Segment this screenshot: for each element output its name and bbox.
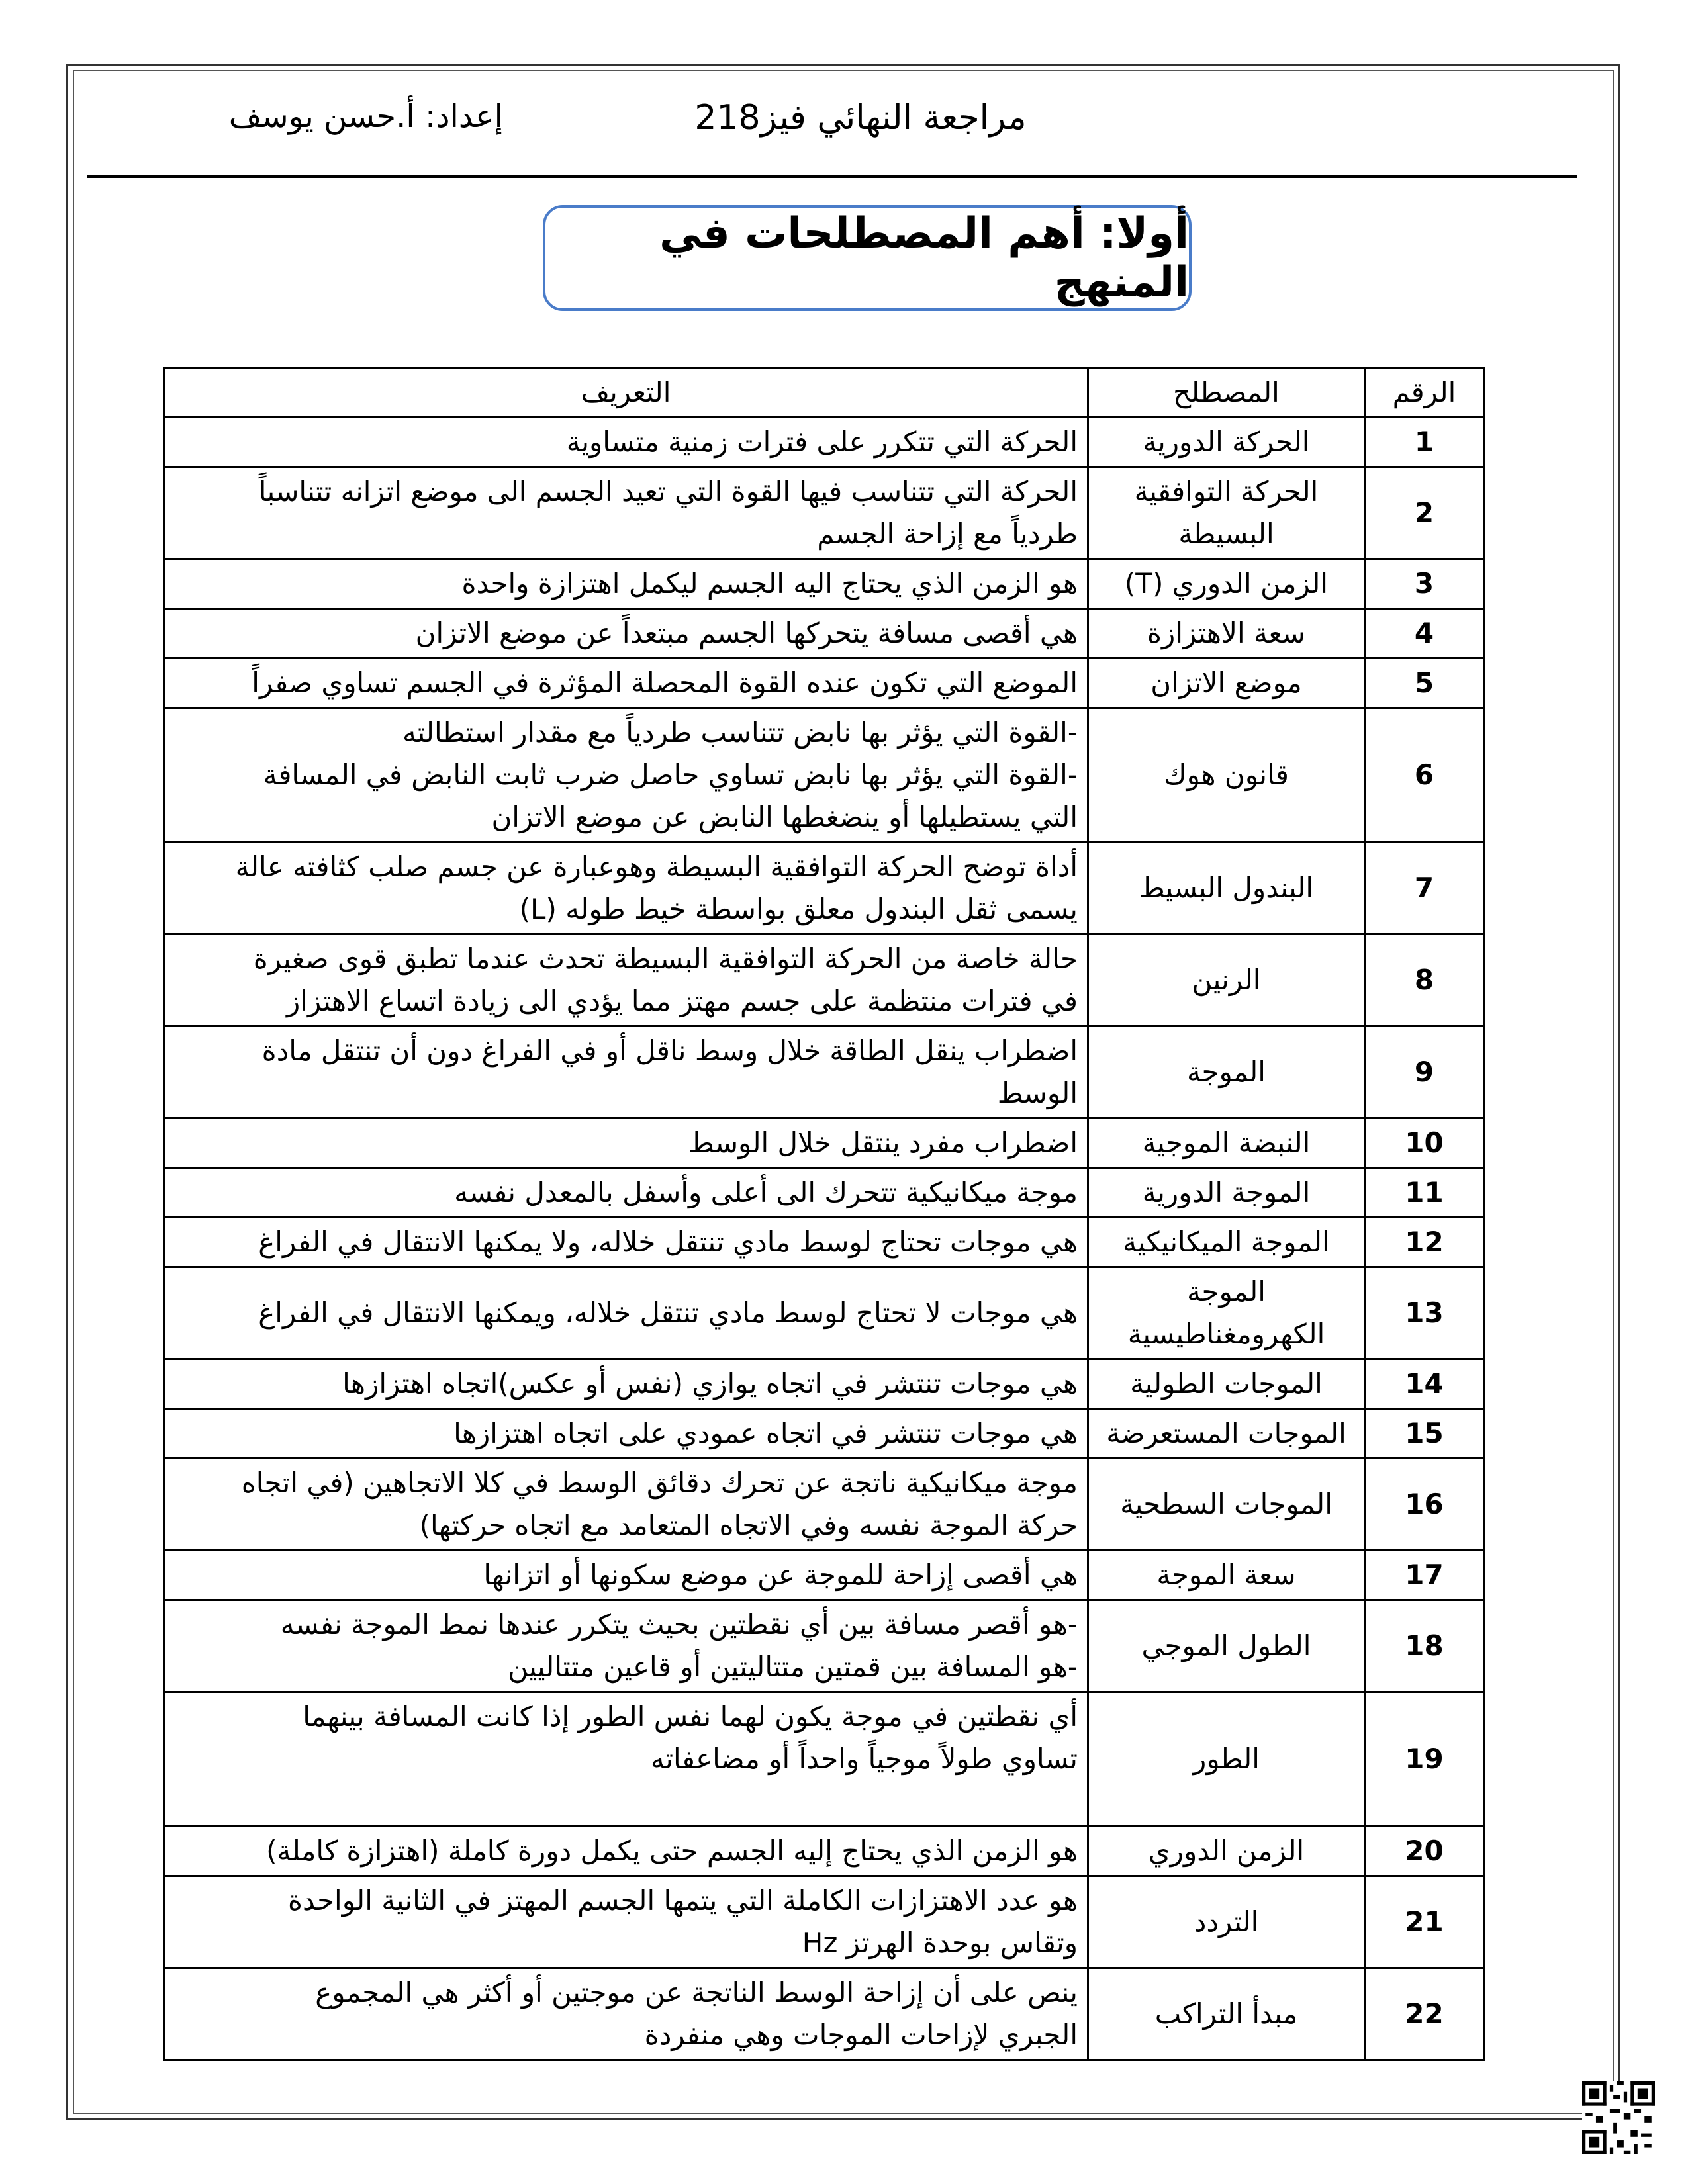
definition-line: تساوي طولاً موجياً واحداً أو مضاعفاته bbox=[650, 1743, 1078, 1775]
term-name: الموجات الطولية bbox=[1088, 1359, 1365, 1409]
table-row bbox=[164, 1267, 1484, 1359]
term-number: 14 bbox=[1365, 1359, 1484, 1409]
terms-table-body bbox=[164, 418, 1484, 2060]
definition-line: هي موجات لا تحتاج لوسط مادي تنتقل خلاله، ويمكنها الانتقال في الفراغ bbox=[258, 1297, 1078, 1329]
definition-line: -القوة التي يؤثر بها نابض تتناسب طردياً مع مقدار استطالته bbox=[402, 716, 1078, 749]
term-name: سعة الموجة bbox=[1088, 1551, 1365, 1600]
table-row bbox=[164, 1409, 1484, 1459]
term-definition bbox=[164, 1168, 1088, 1218]
term-definition bbox=[164, 418, 1088, 467]
term-name: الحركة التوافقية البسيطة bbox=[1088, 467, 1365, 559]
table-row bbox=[164, 418, 1484, 467]
term-number: 21 bbox=[1365, 1876, 1484, 1968]
term-number: 2 bbox=[1365, 467, 1484, 559]
term-definition bbox=[164, 1968, 1088, 2060]
definition-line: هي أقصى مسافة يتحركها الجسم مبتعداً عن موضع الاتزان bbox=[415, 617, 1078, 649]
table-row bbox=[164, 467, 1484, 559]
definition-line: الحركة التي تتكرر على فترات زمنية متساوية bbox=[566, 426, 1078, 458]
definition-line: هي أقصى إزاحة للموجة عن موضع سكونها أو اتزانها bbox=[483, 1559, 1078, 1591]
definition-line: الوسط bbox=[997, 1077, 1078, 1109]
table-row bbox=[164, 1218, 1484, 1267]
table-row bbox=[164, 1026, 1484, 1118]
table-row bbox=[164, 708, 1484, 842]
definition-line: هي موجات تنتشر في اتجاه عمودي على اتجاه اهتزازها bbox=[453, 1417, 1078, 1449]
section-title: أولا: أهم المصطلحات في المنهج bbox=[659, 209, 1189, 307]
definition-line: وتقاس بوحدة الهرتز Hz bbox=[802, 1927, 1078, 1959]
term-name: الموجات السطحية bbox=[1088, 1459, 1365, 1551]
definition-line: موجة ميكانيكية ناتجة عن تحرك دقائق الوسط في كلا الاتجاهين (في اتجاه bbox=[241, 1467, 1078, 1499]
table-row bbox=[164, 1827, 1484, 1876]
term-number: 5 bbox=[1365, 659, 1484, 708]
term-definition bbox=[164, 1600, 1088, 1692]
definition-line: هو الزمن الذي يحتاج اليه الجسم ليكمل اهتزازة واحدة bbox=[461, 567, 1078, 600]
definition-line: اضطراب ينقل الطاقة خلال وسط ناقل أو في الفراغ دون أن تنتقل مادة bbox=[261, 1034, 1078, 1067]
term-definition bbox=[164, 1359, 1088, 1409]
term-definition bbox=[164, 708, 1088, 842]
header-definition: التعريف bbox=[164, 368, 1088, 418]
term-name: الموجات المستعرضة bbox=[1088, 1409, 1365, 1459]
term-name: الطول الموجي bbox=[1088, 1600, 1365, 1692]
table-row bbox=[164, 1459, 1484, 1551]
term-definition bbox=[164, 659, 1088, 708]
definition-line: حركة الموجة نفسه وفي الاتجاه المتعامد مع اتجاه حركتها) bbox=[419, 1509, 1078, 1541]
definition-line: الجبري لإزاحات الموجات وهي منفردة bbox=[644, 2019, 1078, 2051]
table-row bbox=[164, 1692, 1484, 1827]
term-number: 19 bbox=[1365, 1692, 1484, 1827]
header-divider bbox=[87, 175, 1577, 178]
definition-line: في فترات منتظمة على جسم مهتز مما يؤدي الى زيادة اتساع الاهتزاز bbox=[287, 985, 1078, 1017]
table-row bbox=[164, 1168, 1484, 1218]
section-heading-box bbox=[543, 205, 1192, 311]
definition-line: طردياً مع إزاحة الجسم bbox=[817, 518, 1078, 550]
definition-line: اضطراب مفرد ينتقل خلال الوسط bbox=[688, 1126, 1078, 1159]
term-definition bbox=[164, 1551, 1088, 1600]
term-name: مبدأ التراكب bbox=[1088, 1968, 1365, 2060]
term-name: سعة الاهتزازة bbox=[1088, 609, 1365, 659]
term-number: 15 bbox=[1365, 1409, 1484, 1459]
term-definition bbox=[164, 934, 1088, 1026]
term-number: 13 bbox=[1365, 1267, 1484, 1359]
table-row bbox=[164, 609, 1484, 659]
term-number: 10 bbox=[1365, 1118, 1484, 1168]
definition-line: هو الزمن الذي يحتاج إليه الجسم حتى يكمل دورة كاملة (اهتزازة كاملة) bbox=[266, 1835, 1078, 1867]
definition-line: موجة ميكانيكية تتحرك الى أعلى وأسفل بالمعدل نفسه bbox=[454, 1176, 1078, 1208]
term-name: الموجة الكهرومغناطيسية bbox=[1088, 1267, 1365, 1359]
term-definition bbox=[164, 1218, 1088, 1267]
term-number: 6 bbox=[1365, 708, 1484, 842]
term-number: 12 bbox=[1365, 1218, 1484, 1267]
term-name: الطور bbox=[1088, 1692, 1365, 1827]
table-row bbox=[164, 559, 1484, 609]
term-name: موضع الاتزان bbox=[1088, 659, 1365, 708]
term-definition bbox=[164, 1459, 1088, 1551]
definition-line: ينص على أن إزاحة الوسط الناتجة عن موجتين أو أكثر هي المجموع bbox=[315, 1976, 1078, 2009]
term-definition bbox=[164, 1026, 1088, 1118]
table-row bbox=[164, 659, 1484, 708]
term-number: 17 bbox=[1365, 1551, 1484, 1600]
term-number: 20 bbox=[1365, 1827, 1484, 1876]
term-number: 22 bbox=[1365, 1968, 1484, 2060]
definition-line: التي يستطيلها أو ينضغطها النابض عن موضع الاتزان bbox=[491, 801, 1078, 833]
definition-line: -القوة التي يؤثر بها نابض تساوي حاصل ضرب ثابت النابض في المسافة bbox=[263, 758, 1078, 791]
definition-line: هو عدد الاهتزازات الكاملة التي يتمها الجسم المهتز في الثانية الواحدة bbox=[288, 1884, 1078, 1917]
definition-line bbox=[174, 1780, 1078, 1823]
table-row bbox=[164, 1876, 1484, 1968]
term-name: الموجة الدورية bbox=[1088, 1168, 1365, 1218]
definition-line: حالة خاصة من الحركة التوافقية البسيطة تحدث عندما تطبق قوى صغيرة bbox=[253, 942, 1078, 975]
term-definition bbox=[164, 467, 1088, 559]
term-name: الرنين bbox=[1088, 934, 1365, 1026]
term-name: البندول البسيط bbox=[1088, 842, 1365, 934]
author-credit: إعداد: أ.حسن يوسف bbox=[228, 98, 503, 135]
term-number: 4 bbox=[1365, 609, 1484, 659]
header-number: الرقم bbox=[1365, 368, 1484, 418]
table-row bbox=[164, 1359, 1484, 1409]
terms-table bbox=[163, 367, 1485, 2061]
qr-code-icon bbox=[1582, 2081, 1655, 2154]
term-definition bbox=[164, 1876, 1088, 1968]
header-term: المصطلح bbox=[1088, 368, 1365, 418]
term-definition bbox=[164, 1409, 1088, 1459]
term-name: الموجة الميكانيكية bbox=[1088, 1218, 1365, 1267]
term-name: النبضة الموجية bbox=[1088, 1118, 1365, 1168]
term-name: الزمن الدوري (T) bbox=[1088, 559, 1365, 609]
table-row bbox=[164, 842, 1484, 934]
term-name: قانون هوك bbox=[1088, 708, 1365, 842]
table-header-row bbox=[164, 368, 1484, 418]
table-row bbox=[164, 1118, 1484, 1168]
definition-line: -هو أقصر مسافة بين أي نقطتين بحيث يتكرر عندها نمط الموجة نفسه bbox=[280, 1608, 1078, 1641]
term-definition bbox=[164, 559, 1088, 609]
term-number: 8 bbox=[1365, 934, 1484, 1026]
term-definition bbox=[164, 1827, 1088, 1876]
definition-line: الموضع التي تكون عنده القوة المحصلة المؤثرة في الجسم تساوي صفراً bbox=[252, 666, 1078, 699]
term-number: 3 bbox=[1365, 559, 1484, 609]
term-definition bbox=[164, 609, 1088, 659]
table-row bbox=[164, 1600, 1484, 1692]
definition-line: هي موجات تحتاج لوسط مادي تنتقل خلاله، ولا يمكنها الانتقال في الفراغ bbox=[258, 1226, 1078, 1258]
term-definition bbox=[164, 1267, 1088, 1359]
term-definition bbox=[164, 842, 1088, 934]
table-row bbox=[164, 1968, 1484, 2060]
term-number: 9 bbox=[1365, 1026, 1484, 1118]
table-row bbox=[164, 934, 1484, 1026]
document-title: مراجعة النهائي فيز218 bbox=[694, 98, 1027, 138]
definition-line: هي موجات تنتشر في اتجاه يوازي (نفس أو عكس)اتجاه اهتزازها bbox=[342, 1367, 1078, 1400]
term-number: 1 bbox=[1365, 418, 1484, 467]
definition-line: أي نقطتين في موجة يكون لهما نفس الطور إذا كانت المسافة بينهما bbox=[303, 1700, 1078, 1733]
term-number: 11 bbox=[1365, 1168, 1484, 1218]
definition-line: الحركة التي تتناسب فيها القوة التي تعيد الجسم الى موضع اتزانه تتناسباً bbox=[258, 475, 1078, 508]
definition-line: يسمى ثقل البندول معلق بواسطة خيط طوله (L) bbox=[519, 893, 1078, 925]
term-name: الحركة الدورية bbox=[1088, 418, 1365, 467]
term-definition bbox=[164, 1118, 1088, 1168]
term-number: 18 bbox=[1365, 1600, 1484, 1692]
term-name: الموجة bbox=[1088, 1026, 1365, 1118]
definition-line: أداة توضح الحركة التوافقية البسيطة وهوعبارة عن جسم صلب كثافته عالة bbox=[235, 850, 1078, 883]
term-number: 16 bbox=[1365, 1459, 1484, 1551]
term-name: التردد bbox=[1088, 1876, 1365, 1968]
table-row bbox=[164, 1551, 1484, 1600]
term-number: 7 bbox=[1365, 842, 1484, 934]
term-name: الزمن الدوري bbox=[1088, 1827, 1365, 1876]
term-definition bbox=[164, 1692, 1088, 1827]
definition-line: -هو المسافة بين قمتين متتاليتين أو قاعين متتاليين bbox=[508, 1651, 1078, 1683]
